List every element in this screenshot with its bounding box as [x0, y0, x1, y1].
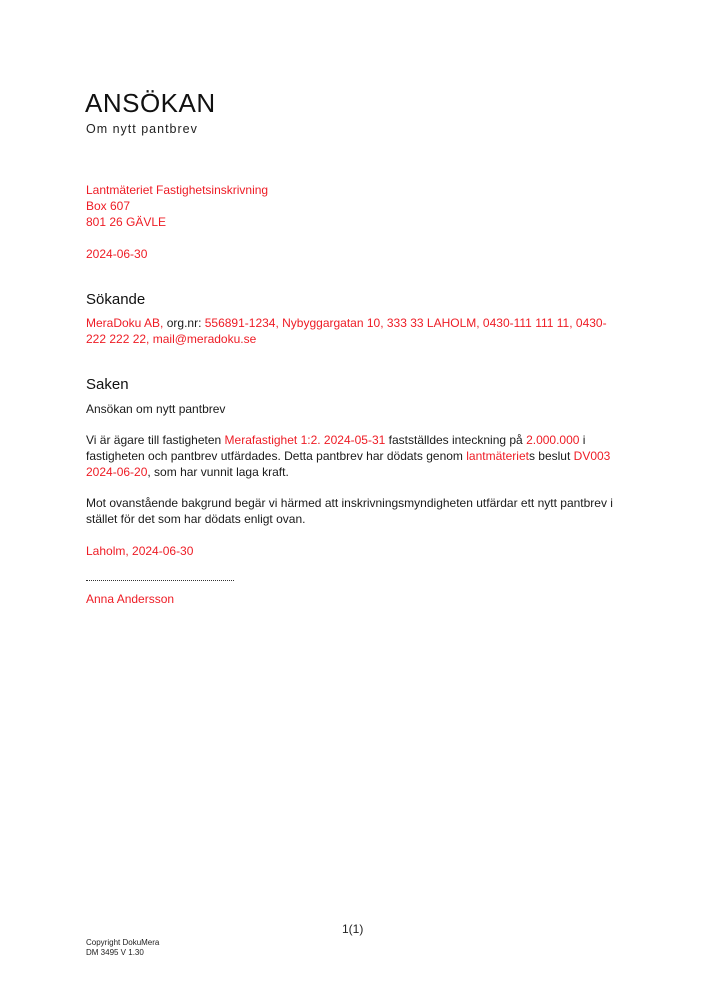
applicant-company: MeraDoku AB	[86, 316, 161, 330]
matter-paragraph-1	[86, 432, 626, 480]
recipient-name: Lantmäteriet Fastighetsinskrivning	[86, 183, 269, 197]
matter-heading: Saken	[86, 376, 129, 393]
page-number: 1(1)	[342, 922, 364, 936]
text: s beslut	[528, 449, 574, 463]
footer-doc-id: DM 3495 V 1.30	[86, 948, 144, 957]
mortgage-amount: 2.000.000	[526, 433, 580, 447]
text: i fastigheten och pantbrev utfärdades. Detta pantbrev har dödats genom	[86, 433, 586, 463]
document-date: 2024-06-30	[86, 247, 148, 261]
matter-subject: Ansökan om nytt pantbrev	[86, 402, 226, 416]
footer-copyright: Copyright DokuMera	[86, 938, 160, 947]
recipient-postal: 801 26 GÄVLE	[86, 215, 167, 229]
text: Vi är ägare till fastigheten	[86, 433, 225, 447]
matter-paragraph-2: Mot ovanstående bakgrund begär vi härmed att inskrivningsmyndigheten utfärdar ett nytt pantbrev i stället för det som har dödats enligt ovan.	[86, 496, 613, 526]
text: , som har vunnit laga kraft.	[147, 465, 289, 479]
footer	[86, 938, 159, 958]
recipient-address	[86, 182, 268, 230]
recipient-box: Box 607	[86, 199, 131, 213]
applicant-heading: Sökande	[86, 291, 146, 308]
signature-line	[86, 576, 234, 581]
text: fastställdes inteckning på	[385, 433, 527, 447]
applicant-details	[86, 315, 626, 347]
document-title: ANSÖKAN	[85, 88, 216, 118]
property-designation: Merafastighet 1:2. 2024-05-31	[224, 433, 386, 447]
applicant-contact: , Nybyggargatan 10, 333 33 LAHOLM, 0430-111 111 11, 0430-222 222 22, mail@meradoku.se	[86, 316, 607, 346]
orgnr-value: 556891-1234	[204, 316, 276, 330]
place-and-date: Laholm, 2024-06-30	[86, 544, 194, 558]
authority-name: lantmäteriet	[466, 449, 529, 463]
signer-name: Anna Andersson	[86, 592, 175, 606]
separator: ,	[160, 316, 167, 330]
orgnr-label: org.nr:	[166, 316, 205, 330]
decision-reference: DV003 2024-06-20	[86, 449, 611, 479]
document-subtitle: Om nytt pantbrev	[86, 122, 198, 136]
